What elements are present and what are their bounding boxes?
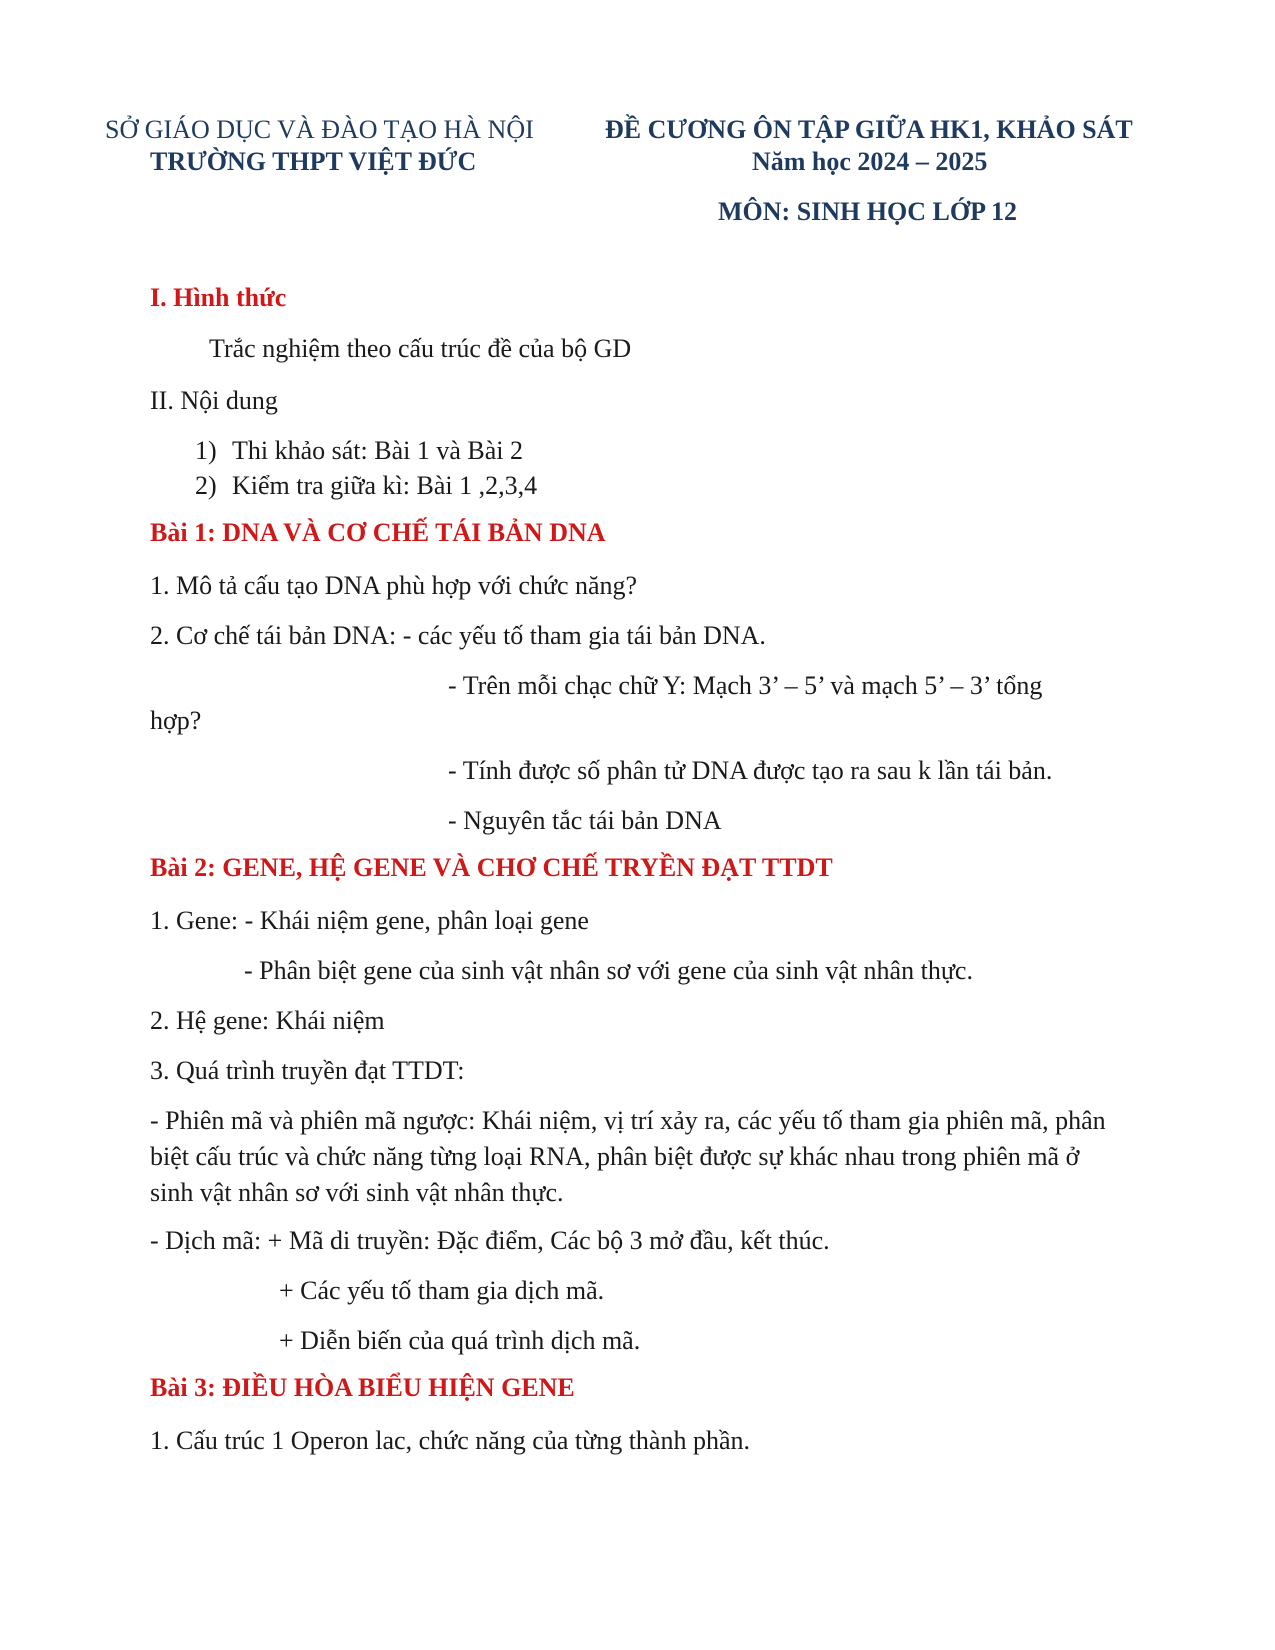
department-name: SỞ GIÁO DỤC VÀ ĐÀO TẠO HÀ NỘI	[105, 115, 534, 144]
part2-heading: II. Nội dung	[150, 386, 278, 415]
lesson2-line: 1. Gene: - Khái niệm gene, phân loại gene	[150, 906, 589, 935]
school-name: TRƯỜNG THPT VIỆT ĐỨC	[150, 147, 477, 176]
lesson2-line: 2. Hệ gene: Khái niệm	[150, 1006, 385, 1035]
part1-text: Trắc nghiệm theo cấu trúc đề của bộ GD	[209, 334, 632, 363]
lesson2-line: - Dịch mã: + Mã di truyền: Đặc điểm, Các bộ 3 mở đầu, kết thúc.	[150, 1226, 830, 1255]
list-item: Kiểm tra giữa kì: Bài 1 ,2,3,4	[232, 471, 538, 500]
list-item: Thi khảo sát: Bài 1 và Bài 2	[232, 436, 524, 465]
list-item-number: 2)	[195, 471, 217, 500]
lesson2-line: 3. Quá trình truyền đạt TTDT:	[150, 1056, 465, 1085]
lesson1-line: - Trên mỗi chạc chữ Y: Mạch 3’ – 5’ và mạch 5’ – 3’ tổng	[448, 671, 1043, 700]
part1-heading: I. Hình thức	[150, 283, 287, 312]
lesson1-line: 1. Mô tả cấu tạo DNA phù hợp với chức năng?	[150, 571, 638, 600]
lesson2-line: + Diễn biến của quá trình dịch mã.	[279, 1326, 641, 1355]
lesson1-line: hợp?	[150, 706, 202, 735]
lesson2-heading: Bài 2: GENE, HỆ GENE VÀ CHƠ CHẾ TRYỀN ĐẠT TTDT	[150, 853, 833, 882]
document-title: ĐỀ CƯƠNG ÔN TẬP GIỮA HK1, KHẢO SÁT	[605, 115, 1133, 144]
lesson3-heading: Bài 3: ĐIỀU HÒA BIỂU HIỆN GENE	[150, 1373, 575, 1402]
lesson1-line: - Tính được số phân tử DNA được tạo ra sau k lần tái bản.	[448, 756, 1053, 785]
lesson2-line: - Phân biệt gene của sinh vật nhân sơ với gene của sinh vật nhân thực.	[244, 956, 973, 985]
lesson3-line: 1. Cấu trúc 1 Operon lac, chức năng của từng thành phần.	[150, 1426, 750, 1455]
lesson1-heading: Bài 1: DNA VÀ CƠ CHẾ TÁI BẢN DNA	[150, 518, 606, 547]
school-year: Năm học 2024 – 2025	[752, 147, 988, 176]
subject-title: MÔN: SINH HỌC LỚP 12	[718, 197, 1018, 226]
lesson2-line: + Các yếu tố tham gia dịch mã.	[279, 1276, 605, 1305]
lesson2-paragraph: - Phiên mã và phiên mã ngược: Khái niệm, vị trí xảy ra, các yếu tố tham gia phiên mã, phân biệt cấu trúc và chức năng từng loại RNA, phân biệt được sự khác nhau trong phiên mã ở sinh vật nhân sơ với sinh vật nhân thực.	[150, 1106, 1106, 1207]
lesson1-line: 2. Cơ chế tái bản DNA: - các yếu tố tham gia tái bản DNA.	[150, 621, 766, 650]
list-item-number: 1)	[195, 436, 217, 465]
lesson1-line: - Nguyên tắc tái bản DNA	[448, 806, 722, 835]
